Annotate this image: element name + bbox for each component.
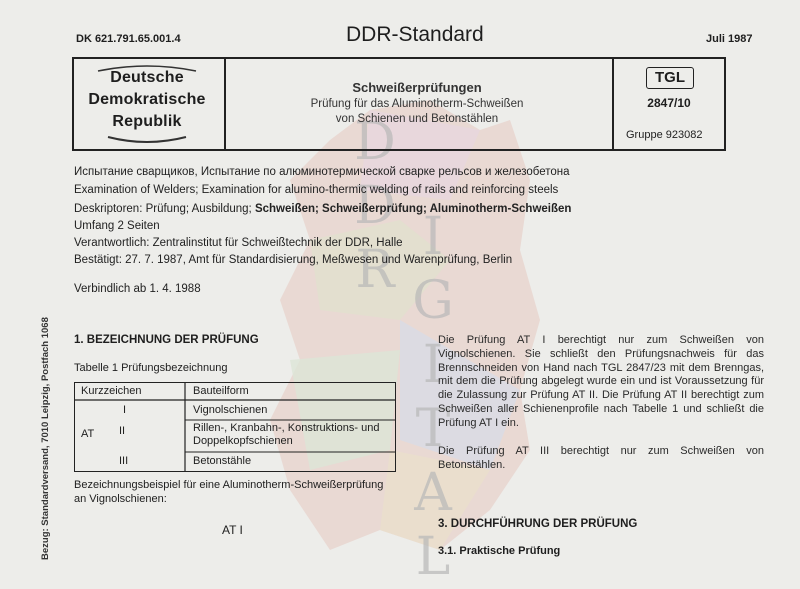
row-form: Betonstähle: [193, 455, 252, 467]
row-code: III: [119, 455, 129, 467]
english-title: Examination of Welders; Examination for alumino-thermic welding of rails and reinforcing steels: [74, 184, 559, 196]
col-header-code: Kurzzeichen: [81, 385, 142, 397]
group-code: AT: [81, 428, 95, 440]
designation-example: Bezeichnungsbeispiel für eine Aluminotherm-Schweißerprüfung an Vignolschienen:: [74, 479, 384, 505]
row-form: Rillen-, Kranbahn-, Konstruktions- und Doppelkopfschienen: [193, 422, 380, 447]
tgl-label: TGL: [646, 67, 694, 89]
ddr-digital-watermark: D D R: [354, 112, 396, 300]
document-subtitle: Prüfung für das Aluminotherm-Schweißen von Schienen und Betonstählen: [310, 98, 524, 125]
right-paragraph-1: Die Prüfung AT I berechtigt nur zum Schweißen von Vignolschienen. Sie schließt den Prüfungsnachweis für das Brennschneiden von Hand nach TGL 2847/23 mit dem Brenngas, mit dem die Prüfung abgelegt wurde ein und ist Voraussetzung für die Zulassung zur Prüfung AT II. Die Prüfung AT II berechtigt zum Schweißen aller Schienenprofile nach Tabelle 1 und schließt die Prüfung AT I ein.: [438, 334, 764, 429]
example-code: AT I: [222, 523, 243, 537]
page-count: Umfang 2 Seiten: [74, 220, 160, 232]
designation-table: [74, 382, 396, 472]
row-code: I: [123, 404, 127, 416]
dk-number: DK 621.791.65.001.4: [76, 33, 181, 45]
effective-date: Verbindlich ab 1. 4. 1988: [74, 283, 201, 295]
row-form: Vignolschienen: [193, 404, 268, 416]
ddr-digital-watermark-2: I G I T A L: [412, 207, 454, 587]
confirmed: Bestätigt: 27. 7. 1987, Amt für Standardisierung, Meßwesen und Warenprüfung, Berlin: [74, 254, 513, 266]
supply-note: Bezug: Standardversand, 7010 Leipzig, Postfach 1068: [40, 317, 51, 560]
russian-title: Испытание сварщиков, Испытание по алюминотермической сварке рельсов и железобетона: [74, 166, 570, 178]
standard-title: DDR-Standard: [346, 23, 484, 46]
col-header-form: Bauteilform: [193, 385, 249, 397]
section-1-heading: 1. BEZEICHNUNG DER PRÜFUNG: [74, 334, 259, 346]
ddr-seal: Deutsche Demokratische Republik: [78, 63, 216, 143]
tgl-group: Gruppe 923082: [626, 129, 703, 141]
row-code: II: [119, 425, 126, 437]
responsible: Verantwortlich: Zentralinstitut für Schweißtechnik der DDR, Halle: [74, 237, 403, 249]
tgl-box: [612, 57, 726, 151]
publication-date: Juli 1987: [706, 33, 753, 45]
right-paragraph-2: Die Prüfung AT III berechtigt nur zum Schweißen von Betonstählen.: [438, 445, 764, 471]
title-box: [222, 57, 614, 151]
table-caption: Tabelle 1 Prüfungsbezeichnung: [74, 362, 228, 374]
section-3-heading: 3. DURCHFÜHRUNG DER PRÜFUNG: [438, 518, 638, 530]
section-3-1-heading: 3.1. Praktische Prüfung: [438, 545, 561, 557]
document-title: Schweißerprüfungen: [352, 80, 482, 95]
descriptors: Deskriptoren: Prüfung; Ausbildung; Schweißen; Schweißerprüfung; Aluminotherm-Schweißen: [74, 203, 572, 215]
tgl-number: 2847/10: [647, 96, 691, 110]
